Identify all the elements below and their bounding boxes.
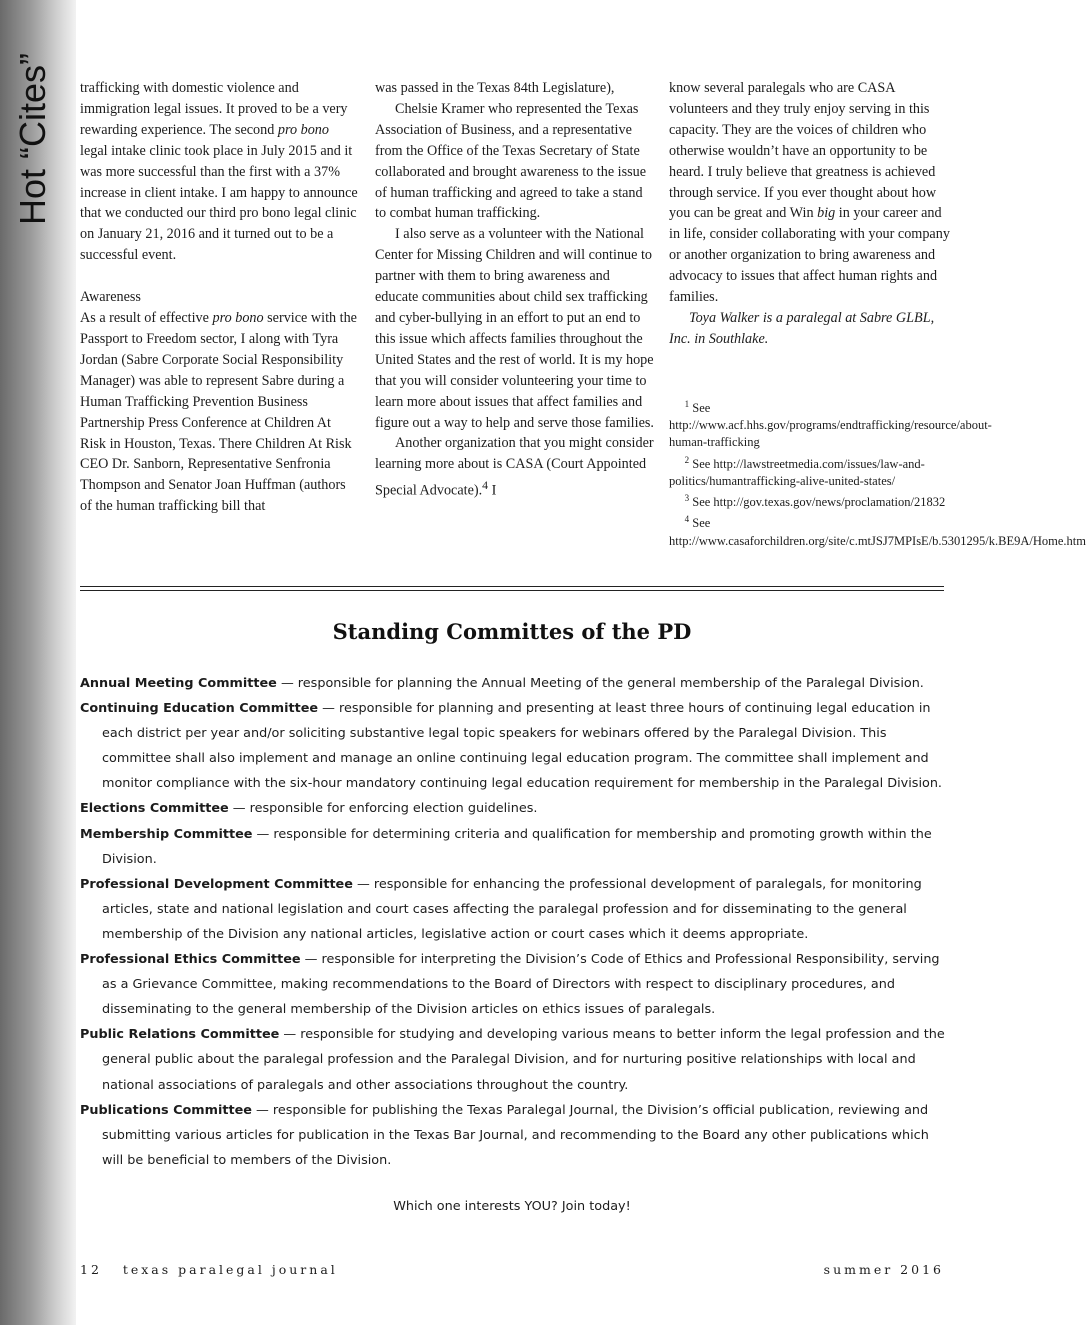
committee-description: — responsible for determining criteria and qualification for membership and promoting growth within the Division. (102, 826, 932, 867)
article-paragraph (80, 308, 358, 517)
text-run: in your career and in life, consider collaborating with your company or another organization to bring awareness and advocacy to issues that affect human rights and families. (669, 205, 950, 306)
footnote-text: See http://gov.texas.gov/news/proclamation/21832 (689, 495, 946, 510)
committee-name: Elections Committee (80, 801, 229, 817)
sidebar-gradient (0, 0, 76, 1325)
committee-entry (80, 1098, 950, 1173)
committee-name: Professional Development Committee (80, 876, 353, 892)
footnote-text: See http://www.casaforchildren.org/site/c.mtJSJ7MPIsE/b.5301295/k.BE9A/Home.htm (669, 516, 1086, 548)
committee-description: — responsible for publishing the Texas Paralegal Journal, the Division’s official publication, reviewing and submitting various articles for publication in the Texas Bar Journal, and recommending to the Board any other publications which will be beneficial to members of the Division. (102, 1102, 929, 1168)
issue-date: summer 2016 (823, 1262, 944, 1277)
committees-title: Standing Committes of the PD (332, 619, 692, 644)
footnotes (669, 396, 1086, 550)
committee-entry (80, 696, 950, 796)
committee-entry (80, 1022, 950, 1097)
footnote (669, 452, 952, 491)
text-run: I (488, 482, 497, 499)
author-byline (669, 308, 952, 350)
article-column-3 (669, 78, 1086, 550)
divider-rule (80, 586, 944, 587)
footnote-number: 1 (684, 398, 690, 409)
text-run: Another organization that you might consider learning more about is CASA (Court Appointed Special Advocate). (375, 435, 654, 499)
committee-entry (80, 671, 950, 696)
committee-description: — responsible for studying and developing various means to better inform the legal profession and the general public about the paralegal profession and the Paralegal Division, and for nurturing positive relationships with local and national associations of paralegals and other associations throughout the country. (102, 1027, 945, 1093)
committee-entry (80, 822, 950, 872)
committee-description: — responsible for enforcing election guidelines. (228, 801, 538, 817)
article-column-2 (375, 78, 655, 502)
text-emphasis: pro bono (212, 310, 264, 327)
committee-name: Annual Meeting Committee (80, 676, 277, 691)
footnote-number: 3 (684, 493, 690, 504)
text-run: trafficking with domestic violence and immigration legal issues. It proved to be a very rewarding experience. The second (80, 80, 348, 138)
committees-list (80, 671, 950, 1173)
article-paragraph (669, 78, 952, 308)
committee-name: Continuing Education Committee (80, 701, 319, 717)
article-paragraph: was passed in the Texas 84th Legislature), (375, 80, 615, 96)
footnote-number: 2 (684, 454, 690, 465)
footnote-text: See http://lawstreetmedia.com/issues/law-and-politics/humantrafficking-alive-united-states/ (669, 456, 925, 488)
article-paragraph: I also serve as a volunteer with the National Center for Missing Children and will continue to partner with them to bring awareness and educate communities about child sex trafficking and cyber-bullying in an effort to put an end to this issue which affects families throughout the United States and the rest of world. It is my hope that you will consider volunteering your time to learn more about issues that affect families and figure out a way to help and serve those families. (375, 226, 654, 431)
article-paragraph (80, 78, 358, 266)
footnote (669, 396, 992, 452)
committee-description: — responsible for interpreting the Division’s Code of Ethics and Professional Responsibility, serving as a Grievance Committee, making recommendations to the Board of Directors with respect to disciplinary procedures, and disseminating to the general membership of the Division articles on ethics issues of paralegals. (102, 952, 940, 1018)
footer-left (80, 1262, 338, 1277)
committee-description: — responsible for planning and presenting at least three hours of continuing legal education in each district per year and/or soliciting substantive legal topic speakers for webinars offered by the Paralegal Division. This committee shall also implement and manage an online continuing legal education program. The committee shall implement and monitor compliance with the six-hour mandatory continuing legal education requirement for membership in the Paralegal Division. (102, 701, 943, 792)
committee-description: — responsible for enhancing the professional development of paralegals, for monitoring articles, state and national legislation and court cases affecting the paralegal profession and for disseminating to the general membership of the Division any national articles, legislative action or court cases which it deems appropriate. (102, 876, 922, 942)
footnote-text: See http://www.acf.hhs.gov/programs/endtrafficking/resource/about-human-trafficking (669, 400, 992, 450)
committee-entry (80, 796, 950, 821)
text-run: legal intake clinic took place in July 2015 and it was more successful than the first with a 37% increase in client intake. I am happy to announce that we conducted our third pro bono legal clinic on January 21, 2016 and it turned out to be a successful event. (80, 142, 358, 264)
committee-description: — responsible for planning the Annual Meeting of the general membership of the Paralegal Division. (276, 676, 924, 691)
article-subheading: Awareness (80, 289, 141, 306)
committee-name: Professional Ethics Committee (80, 952, 301, 968)
committee-entry (80, 872, 950, 947)
journal-name: texas paralegal journal (122, 1262, 338, 1277)
join-call-to-action: Which one interests YOU? Join today! (393, 1199, 631, 1214)
text-run: service with the Passport to Freedom sector, I along with Tyra Jordan (Sabre Corporate Social Responsibility Manager) was able to represent Sabre during a Human Trafficking Prevention Business Partnership Press Conference at Children At Risk in Houston, Texas. There Children At Risk CEO Dr. Sanborn, Representative Senfronia Thompson and Senator Joan Huffman (authors of the human trafficking bill that (80, 310, 357, 515)
committee-name: Membership Committee (80, 826, 253, 842)
section-label: Hot “Cites” (12, 52, 53, 226)
text-emphasis: big (817, 205, 836, 222)
committee-name: Publications Committee (80, 1102, 252, 1118)
committee-entry (80, 947, 950, 1022)
footnote-ref: 4 (482, 478, 489, 493)
text-run: As a result of effective (80, 310, 213, 327)
text-emphasis: pro bono (277, 121, 329, 138)
divider-rule (80, 590, 944, 591)
article-paragraph: Chelsie Kramer who represented the Texas Association of Business, and a representative from the Office of the Texas Secretary of State collaborated and brought awareness to the issue of human trafficking and agreed to take a stand to combat human trafficking. (375, 100, 647, 222)
committee-name: Public Relations Committee (80, 1027, 280, 1043)
footnote (669, 511, 1086, 550)
footnote (669, 490, 952, 511)
article-paragraph (375, 433, 655, 501)
footnote-number: 4 (684, 514, 690, 525)
page-number: 12 (80, 1262, 102, 1277)
text-run: know several paralegals who are CASA volunteers and they truly enjoy serving in this capacity. They are the voices of children who otherwise wouldn’t have an opportunity to be heard. I truly believe that greatness is achieved through service. If you ever thought about how you can be great and Win (669, 80, 937, 222)
article-column-1 (80, 78, 358, 517)
byline-text: Toya Walker is a paralegal at Sabre GLBL, Inc. in Southlake. (669, 309, 935, 347)
